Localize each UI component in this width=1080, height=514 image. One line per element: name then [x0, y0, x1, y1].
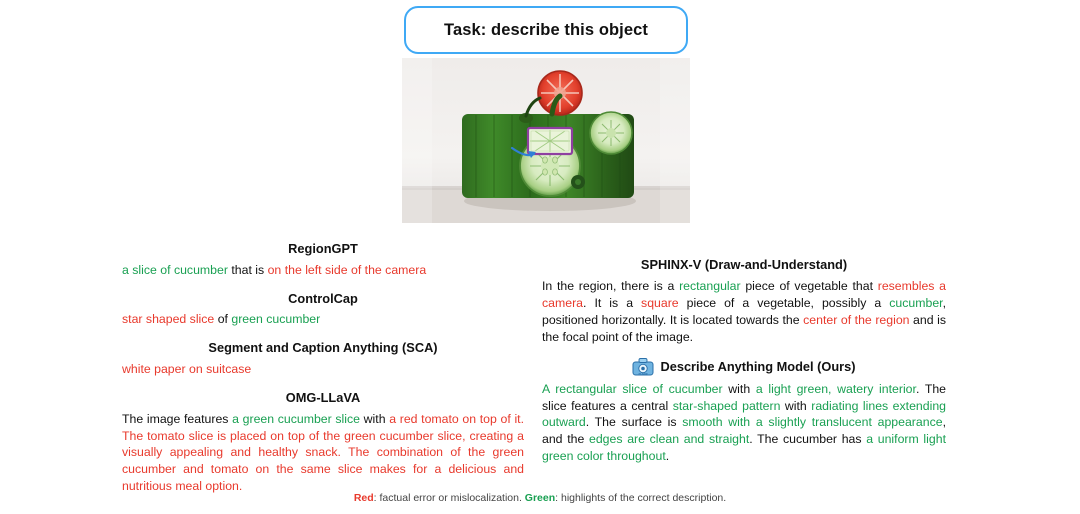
result-block: [542, 256, 946, 346]
method-caption: [122, 311, 524, 328]
method-caption: [122, 361, 524, 378]
caption-segment-red: a red tomato on top of it. The tomato slice is placed on top of the green cucumber slice, creating a visually appealing and healthy snack. The combination of the green cucumber and tomato on the same slice makes for a delicious and nutritious meal option.: [122, 411, 525, 494]
caption-segment-red: square: [641, 295, 679, 310]
caption-segment-green: A rectangular slice of cucumber: [542, 381, 723, 396]
caption-segment-black: with: [722, 381, 756, 396]
result-block: [542, 357, 946, 466]
method-title: Segment and Caption Anything (SCA): [208, 340, 438, 356]
method-title: [542, 357, 946, 377]
caption-segment-black: , positioned horizontally. It is located towards the: [542, 295, 946, 327]
method-title: ControlCap: [288, 290, 358, 306]
task-banner-label: Task: describe this object: [443, 20, 649, 39]
caption-segment-green: rectangular: [679, 278, 741, 293]
left-results-column: [122, 240, 524, 506]
caption-segment-green: a uniform light green color throughout: [542, 432, 946, 464]
caption-segment-black: and is the focal point of the image.: [542, 312, 946, 344]
caption-segment-green: cucumber: [889, 295, 943, 310]
caption-segment-green: a green cucumber slice: [232, 411, 361, 426]
legend-green-label: Green: [524, 492, 556, 504]
right-results-column: [542, 256, 946, 476]
result-block: [122, 339, 524, 378]
highlighted-region: [528, 128, 572, 154]
caption-segment-green: star-shaped pattern: [672, 398, 781, 413]
caption-segment-black: . The slice features a central: [542, 381, 947, 413]
caption-segment-black: , and the: [542, 415, 946, 447]
caption-segment-red: resembles a camera: [542, 278, 947, 310]
method-caption: [122, 262, 524, 279]
object-image-graphic: [402, 58, 690, 223]
caption-segment-green: smooth with a slightly translucent appearance: [682, 415, 943, 430]
caption-segment-black: . It is a: [583, 295, 642, 310]
method-title: SPHINX-V (Draw-and-Understand): [640, 257, 848, 272]
caption-segment-black: piece of a vegetable, possibly a: [678, 295, 890, 310]
caption-segment-red: center of the region: [803, 312, 910, 327]
legend-green-text: : highlights of the correct description.: [555, 492, 727, 504]
method-title: OMG-LLaVA: [285, 389, 361, 405]
caption-segment-black: . The cucumber has: [749, 432, 867, 447]
caption-segment-green: a light green, watery interior: [755, 381, 916, 396]
result-block: [122, 389, 524, 496]
caption-segment-red: star shaped slice: [122, 312, 215, 327]
method-title-label: Describe Anything Model (Ours): [660, 358, 856, 374]
legend-red-label: Red: [353, 492, 374, 504]
caption-segment-black: that is: [227, 262, 268, 277]
caption-segment-red: white paper on suitcase: [122, 361, 252, 376]
caption-segment-black: .: [665, 449, 670, 464]
svg-text:DAM: DAM: [638, 371, 649, 377]
caption-segment-black: . The surface is: [585, 415, 683, 430]
caption-segment-green: radiating lines extending outward: [542, 398, 947, 430]
caption-segment-red: on the left side of the camera: [267, 262, 427, 277]
caption-segment-black: In the region, there is a: [542, 278, 680, 293]
caption-segment-green: green cucumber: [231, 312, 321, 327]
result-block: [122, 240, 524, 279]
method-caption: [542, 278, 946, 346]
legend-red-text: : factual error or mislocalization.: [373, 492, 525, 504]
method-caption: [542, 381, 946, 466]
method-title: RegionGPT: [288, 241, 358, 256]
caption-segment-black: with: [780, 398, 812, 413]
caption-segment-black: with: [360, 411, 390, 426]
object-image: [402, 58, 690, 223]
method-caption: [122, 411, 524, 496]
caption-segment-green: edges are clean and straight: [589, 432, 750, 447]
task-banner: [404, 6, 688, 54]
caption-segment-black: piece of vegetable that: [740, 278, 878, 293]
caption-segment-black: The image features: [122, 411, 233, 426]
caption-segment-green: a slice of cucumber: [122, 262, 228, 277]
caption-segment-black: of: [214, 312, 232, 327]
legend: [0, 492, 1080, 504]
result-block: [122, 290, 524, 329]
dam-logo-icon: [632, 357, 654, 377]
